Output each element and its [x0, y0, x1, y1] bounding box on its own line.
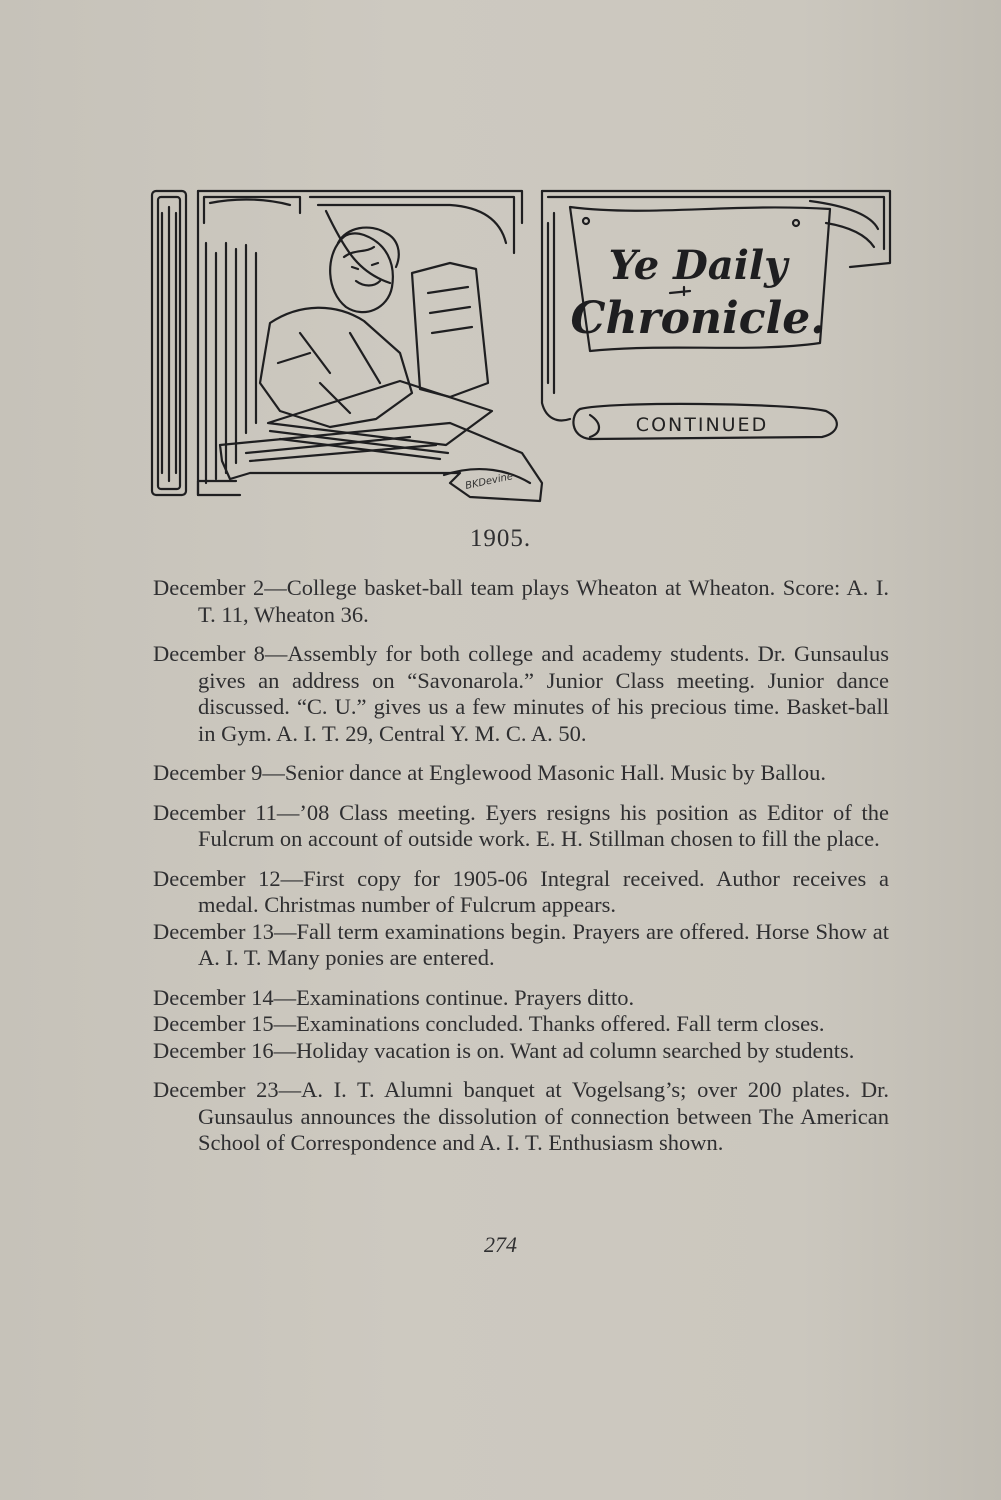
masthead-title-line1: Ye Daily: [608, 242, 788, 289]
page-number: 274: [484, 1232, 517, 1257]
chronicle-entry: December 23—A. I. T. Alumni banquet at Vogelsang’s; over 200 plates. Dr. Gunsaulus announces the dissolution of connection between The American School of Correspondence and A. I. T. Enthusiasm shown.: [153, 1077, 889, 1155]
chronicle-entry: December 16—Holiday vacation is on. Want ad column searched by students.: [153, 1037, 855, 1063]
chronicle-entry: December 11—’08 Class meeting. Eyers resigns his position as Editor of the Fulcrum on account of outside work. E. H. Stillman chosen to fill the place.: [153, 799, 889, 851]
artist-signature: BKDevine: [464, 471, 515, 492]
masthead-title-line2: Chronicle.: [570, 293, 826, 344]
chronicle-entry: December 8—Assembly for both college and academy students. Dr. Gunsaulus gives an address on “Savonarola.” Junior Class meeting. Junior dance discussed. “C. U.” gives us a few minutes of his precious time. Basket-ball in Gym. A. I. T. 29, Central Y. M. C. A. 50.: [153, 641, 889, 746]
header-illustration-svg: [150, 183, 892, 503]
chronicle-entry: December 13—Fall term examinations begin. Prayers are offered. Horse Show at A. I. T. Many ponies are entered.: [153, 918, 889, 970]
year-heading: 1905.: [469, 525, 532, 552]
continued-banner: CONTINUED: [635, 414, 769, 436]
chronicle-entries: [153, 575, 889, 1157]
chronicle-entry: December 9—Senior dance at Englewood Masonic Hall. Music by Ballou.: [153, 760, 826, 785]
chronicle-entry: December 2—College basket-ball team plays Wheaton at Wheaton. Score: A. I. T. 11, Wheaton 36.: [153, 575, 889, 627]
chronicle-entry: December 15—Examinations concluded. Thanks offered. Fall term closes.: [153, 1011, 825, 1036]
chronicle-entry: December 14—Examinations continue. Prayers ditto.: [153, 984, 635, 1010]
header-illustration: [150, 183, 892, 503]
chronicle-entry: December 12—First copy for 1905-06 Integral received. Author receives a medal. Christmas number of Fulcrum appears.: [153, 865, 889, 917]
